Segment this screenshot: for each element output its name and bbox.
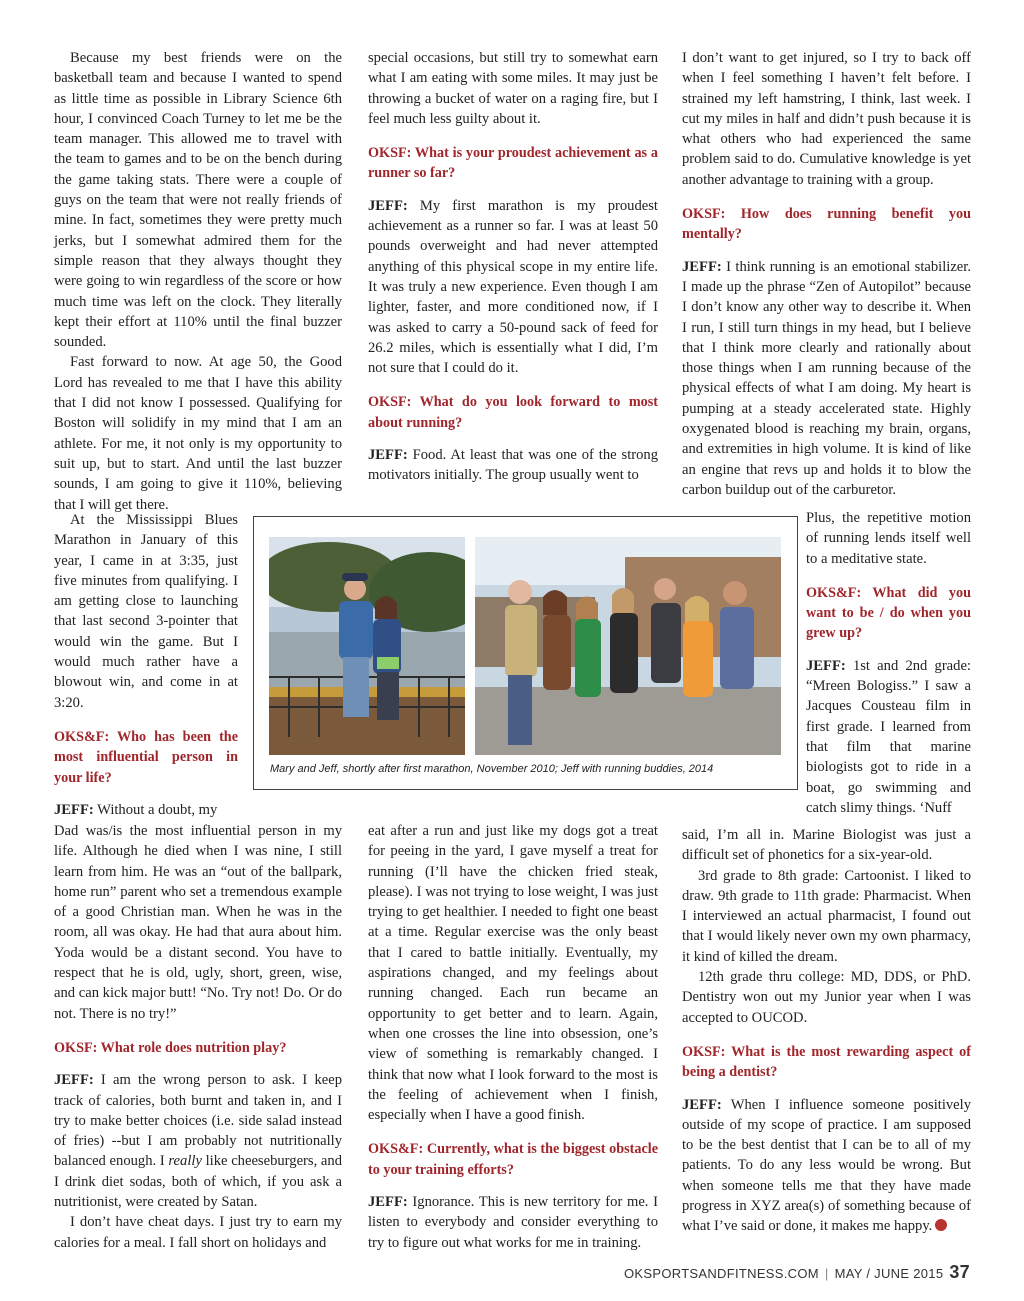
answer-paragraph	[368, 445, 658, 486]
answer-paragraph	[368, 1192, 658, 1253]
answer-text: I think running is an emotional stabilizer. I made up the phrase “Zen of Autopilot” because I don’t know any other way to describe it. When I run, I still turn things in my head, but I believe that I think more clearly and rationally about those things when I am running because of the physical effects of what I am doing. My heart is pumping at a steady accelerated state. Highly oxygenated blood is reaching my brain, organs, and extremities in high volume. It is kind of like an engine that revs up and holds it to blow the carbon buildup out of the carburetor.	[682, 258, 971, 498]
column-3-bottom	[682, 825, 971, 1237]
column-3-narrow	[806, 508, 971, 818]
question-heading: OKSF: What do you look forward to most about running?	[368, 394, 658, 431]
column-2-bottom	[368, 821, 658, 1253]
speaker-label: JEFF:	[806, 657, 846, 674]
answer-text: My first marathon is my proudest achievement as a runner so far. I was at least 50 pounds overweight and had never attempted anything of this physical scope in my entire life. It was truly a new experience. Even though I am lighter, faster, and more conditioned now, if I was asked to carry a 50-pound sack of feed for 26.2 miles, which is essentially what I did, I’m not sure that I could do it.	[368, 197, 658, 377]
question-heading: OKS&F: Who has been the most influential person in your life?	[54, 728, 238, 786]
speaker-label: JEFF:	[54, 801, 94, 818]
page-footer	[624, 1262, 970, 1283]
footer-issue: MAY / JUNE 2015	[834, 1266, 944, 1281]
paragraph: Because my best friends were on the basketball team and because I wanted to spend as little time as possible in Library Science 6th hour, I convinced Coach Turney to let me be the team manager. This allowed me to travel with the team to games and to be on the bench during the game taking stats. There were a couple of guys on the team that were not really friends of mine. In fact, sometimes they were pretty much jerks, but I somewhat admired them for the simple reason that they always thought they were going to win regardless of the score or how much time was left on the clock. They literally kept their effort at 110% until the final buzzer sounded.	[54, 50, 342, 351]
speaker-label: JEFF:	[682, 1096, 722, 1113]
photo-box	[253, 516, 798, 790]
paragraph: eat after a run and just like my dogs got a treat for peeing in the yard, I gave myself a treat for running (I’ll have the chicken fried steak, please). I was not trying to lose weight, I was just trying to get healthier. I needed to fight one beast at a time. Regular exercise was the only beast that I cared to battle initially. Eventually, my aspirations changed, and my feelings about running changed. Each run became an opportunity to get better and to learn. Again, when one crosses the line into obsession, one’s view of something is remarkably changed. I think that now what I look forward to the most is the feeling of achievement when I finish, especially when I have a good finish.	[368, 823, 658, 1124]
column-1-bottom	[54, 821, 342, 1253]
question-heading: OKS&F: What did you want to be / do when you grew up?	[806, 584, 971, 642]
answer-paragraph	[54, 1070, 342, 1212]
page-number: 37	[949, 1262, 970, 1282]
speaker-label: JEFF:	[54, 1072, 94, 1089]
photo-mary-and-jeff	[269, 537, 465, 755]
question-heading: OKSF: What is the most rewarding aspect of being a dentist?	[682, 1043, 971, 1081]
photo-running-buddies	[475, 537, 781, 755]
paragraph: said, I’m all in. Marine Biologist was just a difficult set of phonetics for a six-year-old.	[682, 827, 971, 864]
emphasis: really	[168, 1153, 202, 1170]
paragraph: I don’t have cheat days. I just try to earn my calories for a meal. I fall short on holidays and	[54, 1214, 342, 1251]
paragraph: I don’t want to get injured, so I try to back off when I feel something I haven’t felt before. I strained my left hamstring, I think, last week. I cut my miles in half and didn’t push because it is what others who had experienced the same problem said to do. Cumulative knowledge is yet another advantage to training with a group.	[682, 50, 971, 188]
question-heading: OKSF: What role does nutrition play?	[54, 1039, 287, 1056]
paragraph: Plus, the repetitive motion of running lends itself well to a meditative state.	[806, 510, 971, 567]
footer-separator: |	[824, 1266, 829, 1281]
end-mark-icon	[935, 1219, 947, 1231]
photo-caption: Mary and Jeff, shortly after first marathon, November 2010; Jeff with running buddies, 2014	[270, 763, 714, 775]
answer-paragraph	[54, 800, 238, 820]
answer-text: Food. At least that was one of the strong motivators initially. The group usually went to	[368, 447, 658, 484]
question-heading: OKSF: What is your proudest achievement as a runner so far?	[368, 145, 658, 182]
column-3-top	[682, 48, 971, 500]
paragraph: At the Mississippi Blues Marathon in January of this year, I came in at 3:35, just five minutes from qualifying. I am getting close to launching that last second 3-pointer that would win the game. But I would much rather have a blowout win, and come in at 3:20.	[54, 512, 238, 711]
speaker-label: JEFF:	[368, 447, 408, 464]
answer-paragraph	[682, 257, 971, 501]
column-2-top	[368, 48, 658, 486]
answer-text: When I influence someone positively outside of my scope of practice. I am supposed to be the best dentist that I can be to all of my patients. To do any less would be wrong. But when someone tells me that they have made progress in XYZ area(s) of something because of what I’ve said or done, it makes me happy.	[682, 1096, 972, 1235]
answer-paragraph	[806, 656, 971, 818]
answer-paragraph: Dad was/is the most influential person in my life. Although he died when I was nine, I still learn from him. He was an “out of the ballpark, home run” parent who set a tremendous example of a good Christian man. When he was in the room, all was okay. He had that aura about him. Yoda would be a distant second. You have to respect that he is old, ugly, short, green, wise, and can kick major butt! “No. Try not! Do. Or do not. There is no try!”	[54, 823, 342, 1022]
speaker-label: JEFF:	[368, 1194, 408, 1211]
paragraph: 3rd grade to 8th grade: Cartoonist. I liked to draw. 9th grade to 11th grade: Pharmacist. When I interviewed an actual pharmacist, I found out that I would likely never own my own pharmacy, it kind of killed the dream.	[682, 867, 971, 965]
answer-text: 1st and 2nd grade: “Mreen Bologiss.” I saw a Jacques Cousteau film in first grade. I learned from that film that marine biologists got to ride in a boat, go swimming and catch slimy things. ‘Nuff	[806, 657, 971, 816]
speaker-label: JEFF:	[368, 197, 408, 214]
photo-mary-and-jeff-image	[269, 537, 465, 755]
photo-running-buddies-image	[475, 537, 781, 755]
paragraph: 12th grade thru college: MD, DDS, or PhD. Dentistry won out my Junior year when I was accepted to OUCOD.	[682, 969, 971, 1026]
answer-text: like cheeseburgers, and I drink diet sodas, both of which, if you ask a nutritionist, were created by Satan.	[54, 1153, 343, 1211]
answer-paragraph	[682, 1095, 971, 1237]
answer-text: Without a doubt, my	[97, 801, 218, 818]
speaker-label: JEFF:	[682, 258, 722, 275]
answer-text: I am the wrong person to ask. I keep track of calories, both burnt and taken in, and I try to make better choices (i.e. side salad instead of fries) --but I am probably not nutritionally balanced enough. I	[54, 1072, 342, 1170]
column-1-narrow	[54, 510, 238, 820]
footer-site: OKSPORTSANDFITNESS.COM	[624, 1266, 819, 1281]
question-heading: OKS&F: Currently, what is the biggest obstacle to your training efforts?	[368, 1141, 658, 1178]
paragraph: special occasions, but still try to somewhat earn what I am eating with some miles. It may just be throwing a bucket of water on a raging fire, but I feel much less guilty about it.	[368, 50, 658, 127]
answer-text: Ignorance. This is new territory for me. I listen to everybody and consider everything to try to figure out what works for me in training.	[368, 1194, 658, 1251]
question-heading: OKSF: How does running benefit you mentally?	[682, 206, 971, 243]
paragraph: Fast forward to now. At age 50, the Good Lord has revealed to me that I have this ability that I did not know I possessed. Qualifying for Boston will solidify in my mind that I am an athlete. For me, it not only is my opportunity to suit up, but to start. And until the last buzzer sounds, I am going to give it 110%, believing that I will get there.	[54, 354, 342, 513]
column-1-top	[54, 48, 342, 515]
answer-paragraph	[368, 196, 658, 379]
